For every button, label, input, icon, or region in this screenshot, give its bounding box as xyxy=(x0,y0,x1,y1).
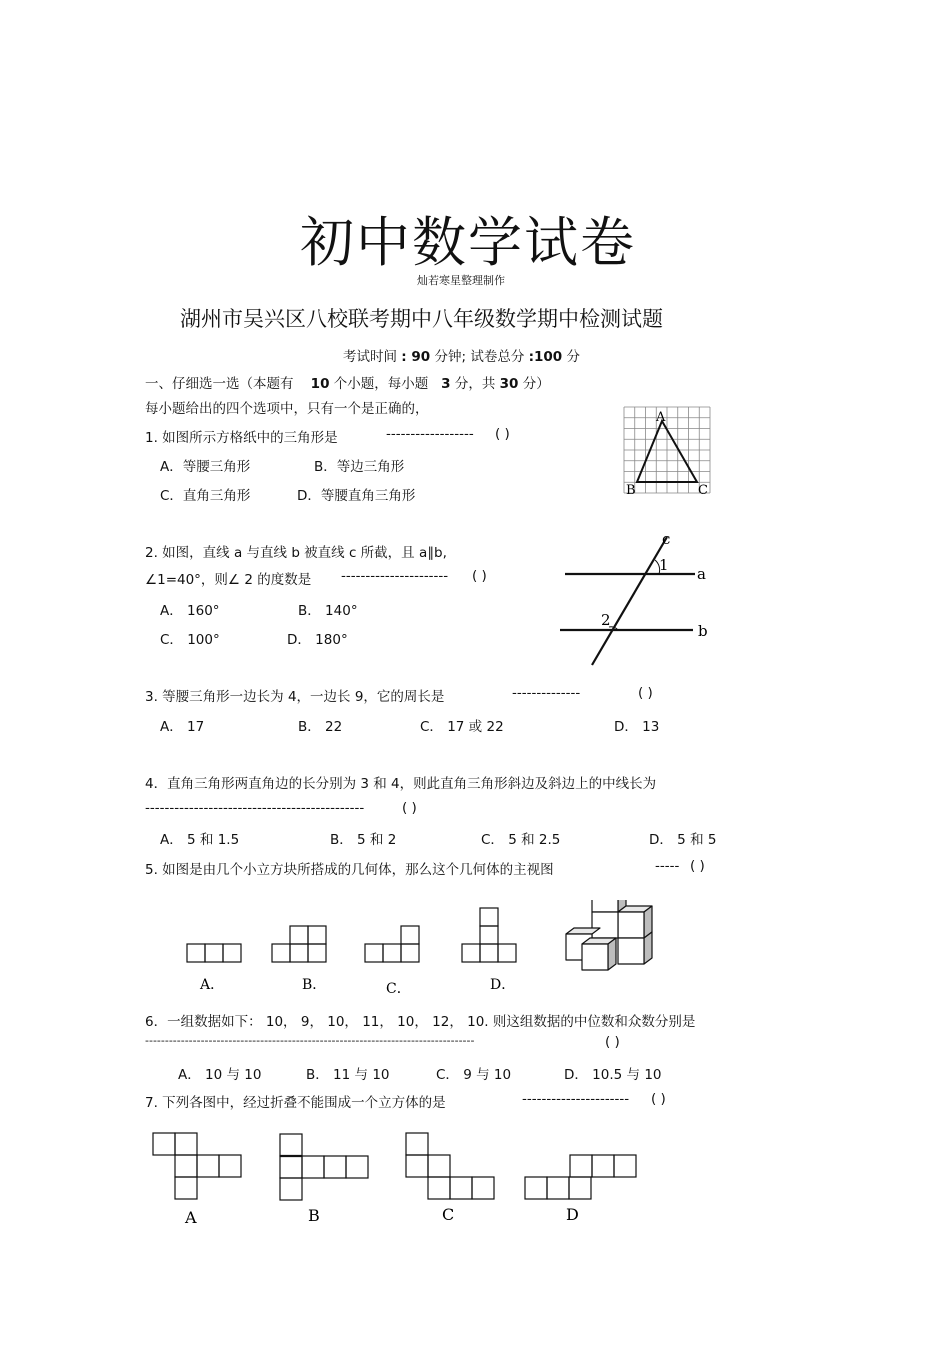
q3-option-c: C． 17 或 22 xyxy=(420,719,504,735)
q1-answer-paren: ( ) xyxy=(495,426,510,442)
q7-option-a: A xyxy=(185,1208,197,1227)
q3-option-b: B． 22 xyxy=(298,719,343,735)
exam-title: 湖州市吴兴区八校联考期中八年级数学期中检测试题 xyxy=(180,307,663,331)
q1-stem: 1. 如图所示方格纸中的三角形是 xyxy=(145,430,338,446)
q1-option-a: A．等腰三角形 xyxy=(160,459,251,475)
q5-option-b: B． xyxy=(302,977,327,993)
time-unit: 分钟; 试卷总分 xyxy=(434,349,525,365)
subtitle: 灿若寒星整理制作 xyxy=(417,274,505,287)
q3-dash: -------------- xyxy=(512,685,581,701)
cube-stack-icon xyxy=(566,900,652,970)
q7-option-d: D xyxy=(566,1205,579,1224)
q6-stem: 6．一组数据如下： 10， 9， 10， 11， 10， 12， 10. 则这组数据的中位数和众数分别是 xyxy=(145,1014,696,1030)
label-angle-2: 2 xyxy=(601,611,611,629)
page-title: 初中数学试卷 xyxy=(300,211,636,274)
score-value: :100 xyxy=(528,349,563,365)
section-heading-b: 个小题，每小题 xyxy=(333,376,429,392)
points-each: 3 xyxy=(441,376,451,392)
exam-info xyxy=(343,345,580,365)
q1-option-c: C．直角三角形 xyxy=(160,488,251,504)
label-a: A xyxy=(656,410,666,425)
section-heading-d: 分） xyxy=(522,376,550,392)
q7-cube-nets-figure xyxy=(145,1125,645,1230)
q4-option-b: B． 5 和 2 xyxy=(330,832,397,848)
q3-option-d: D． 13 xyxy=(614,719,660,735)
section-heading xyxy=(145,372,550,392)
q3-answer-paren: ( ) xyxy=(638,685,653,701)
q5-answer-paren: ( ) xyxy=(690,858,705,874)
q6-option-c: C． 9 与 10 xyxy=(436,1067,512,1083)
time-label: 考试时间 xyxy=(343,349,397,365)
q3-option-a: A． 17 xyxy=(160,719,205,735)
q4-option-a: A． 5 和 1.5 xyxy=(160,832,240,848)
q3-stem: 3. 等腰三角形一边长为 4，一边长 9，它的周长是 xyxy=(145,689,445,705)
q2-option-d: D． 180° xyxy=(287,632,348,648)
q2-parallel-lines-figure xyxy=(555,532,720,670)
q2-option-c: C． 100° xyxy=(160,632,220,648)
time-value: : 90 xyxy=(401,349,431,365)
q5-stem: 5. 如图是由几个小立方块所搭成的几何体，那么这个几何体的主视图 xyxy=(145,862,554,878)
q6-answer-paren: ( ) xyxy=(605,1034,620,1050)
q5-option-a: A． xyxy=(200,977,225,993)
q6-option-a: A． 10 与 10 xyxy=(178,1067,262,1083)
q6-option-d: D． 10.5 与 10 xyxy=(564,1067,662,1083)
score-unit: 分 xyxy=(566,349,581,365)
label-c: c xyxy=(662,532,671,548)
q1-option-b: B．等边三角形 xyxy=(314,459,405,475)
q7-dash: ---------------------- xyxy=(522,1091,630,1107)
section-heading-c: 分，共 xyxy=(454,376,496,392)
q2-stem-line2: ∠1=40°，则∠ 2 的度数是 xyxy=(145,572,312,588)
question-count: 10 xyxy=(310,376,330,392)
q4-stem: 4．直角三角形两直角边的长分别为 3 和 4，则此直角三角形斜边及斜边上的中线长为 xyxy=(145,776,657,792)
label-a: a xyxy=(697,565,706,583)
q4-option-c: C． 5 和 2.5 xyxy=(481,832,561,848)
section-heading-a: 一、仔细选一选（本题有 xyxy=(145,376,294,392)
section-instruction: 每小题给出的四个选项中，只有一个是正确的， xyxy=(145,401,429,417)
q4-dash: --------------------------------------------- xyxy=(145,800,365,816)
q1-option-d: D．等腰直角三角形 xyxy=(297,488,416,504)
q1-dash: ------------------ xyxy=(386,426,474,442)
q2-dash: ---------------------- xyxy=(341,568,449,584)
q2-answer-paren: ( ) xyxy=(472,568,487,584)
q6-dash: ----------------------------------------------------------------------------------- xyxy=(145,1034,475,1047)
q5-option-d: D． xyxy=(490,977,516,993)
q4-option-d: D． 5 和 5 xyxy=(649,832,717,848)
label-angle-1: 1 xyxy=(659,556,669,574)
q2-option-a: A． 160° xyxy=(160,603,220,619)
q5-dash: ----- xyxy=(655,858,680,874)
points-total: 30 xyxy=(499,376,519,392)
q2-option-b: B． 140° xyxy=(298,603,358,619)
q2-stem-line1: 2. 如图，直线 a 与直线 b 被直线 c 所截，且 a∥b, xyxy=(145,545,447,561)
line-c xyxy=(592,537,667,665)
q7-answer-paren: ( ) xyxy=(651,1091,666,1107)
q4-answer-paren: ( ) xyxy=(402,800,417,816)
label-b: B xyxy=(626,483,636,497)
q7-option-c: C xyxy=(442,1205,455,1224)
label-c: C xyxy=(698,483,708,497)
q7-option-b: B xyxy=(308,1206,320,1225)
q6-option-b: B． 11 与 10 xyxy=(306,1067,390,1083)
q5-option-c: C． xyxy=(386,981,411,997)
q1-grid-triangle-figure xyxy=(622,405,712,497)
label-b: b xyxy=(698,622,708,640)
q7-stem: 7. 下列各图中，经过折叠不能围成一个立方体的是 xyxy=(145,1095,446,1111)
q5-front-view-options-figure xyxy=(180,900,660,1000)
